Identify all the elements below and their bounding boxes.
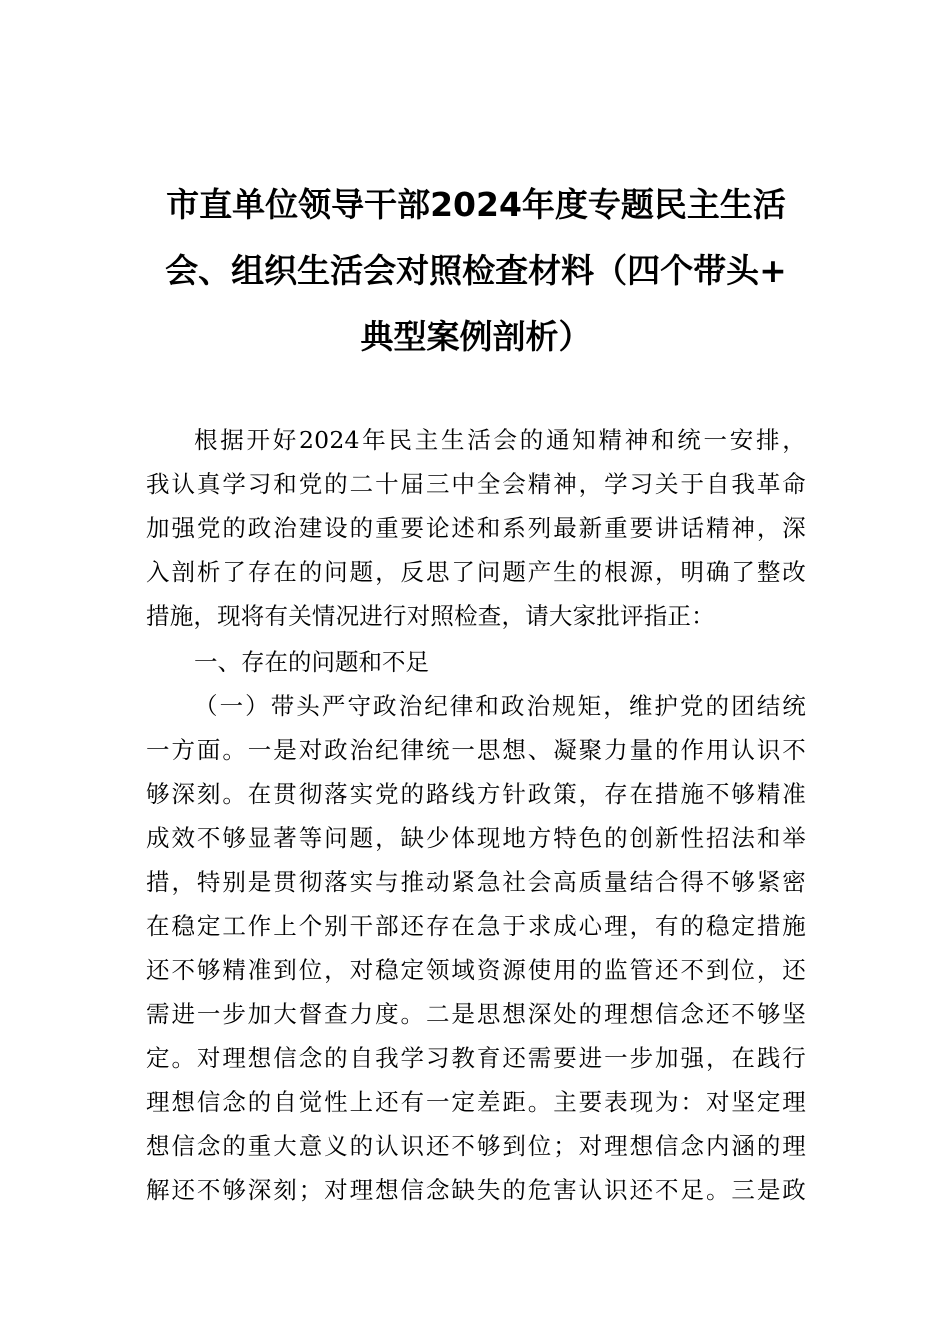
section-line: 一方面。一是对政治纪律统一思想、凝聚力量的作用认识不 xyxy=(146,736,806,764)
title-line: 市直单位领导干部2024年度专题民主生活 xyxy=(166,185,786,224)
section-heading: 一、存在的问题和不足 xyxy=(194,648,429,676)
section-line: 想信念的重大意义的认识还不够到位；对理想信念内涵的理 xyxy=(146,1132,806,1160)
intro-line: 措施，现将有关情况进行对照检查，请大家批评指正： xyxy=(146,602,715,630)
section-line: 需进一步加大督查力度。二是思想深处的理想信念还不够坚 xyxy=(146,1000,806,1028)
section-line: 还不够精准到位，对稳定领域资源使用的监管还不到位，还 xyxy=(146,956,806,984)
title-line: 会、组织生活会对照检查材料（四个带头+ xyxy=(165,251,787,290)
section-line: 够深刻。在贯彻落实党的路线方针政策，存在措施不够精准 xyxy=(146,780,806,808)
intro-line: 加强党的政治建设的重要论述和系列最新重要讲话精神，深 xyxy=(146,514,806,542)
intro-line: 根据开好2024年民主生活会的通知精神和统一安排， xyxy=(194,426,806,454)
section-line: （一）带头严守政治纪律和政治规矩，维护党的团结统 xyxy=(194,692,806,720)
section-line: 解还不够深刻；对理想信念缺失的危害认识还不足。三是政 xyxy=(146,1176,806,1204)
title-line: 典型案例剖析） xyxy=(360,317,592,356)
intro-line: 我认真学习和党的二十届三中全会精神，学习关于自我革命 xyxy=(146,470,806,498)
section-line: 定。对理想信念的自我学习教育还需要进一步加强，在践行 xyxy=(146,1044,806,1072)
section-line: 措，特别是贯彻落实与推动紧急社会高质量结合得不够紧密 xyxy=(146,868,806,896)
section-line: 成效不够显著等问题，缺少体现地方特色的创新性招法和举 xyxy=(146,824,806,852)
section-line: 在稳定工作上个别干部还存在急于求成心理，有的稳定措施 xyxy=(146,912,806,940)
section-line: 理想信念的自觉性上还有一定差距。主要表现为：对坚定理 xyxy=(146,1088,806,1116)
document-title xyxy=(146,172,806,370)
intro-line: 入剖析了存在的问题，反思了问题产生的根源，明确了整改 xyxy=(146,558,806,586)
